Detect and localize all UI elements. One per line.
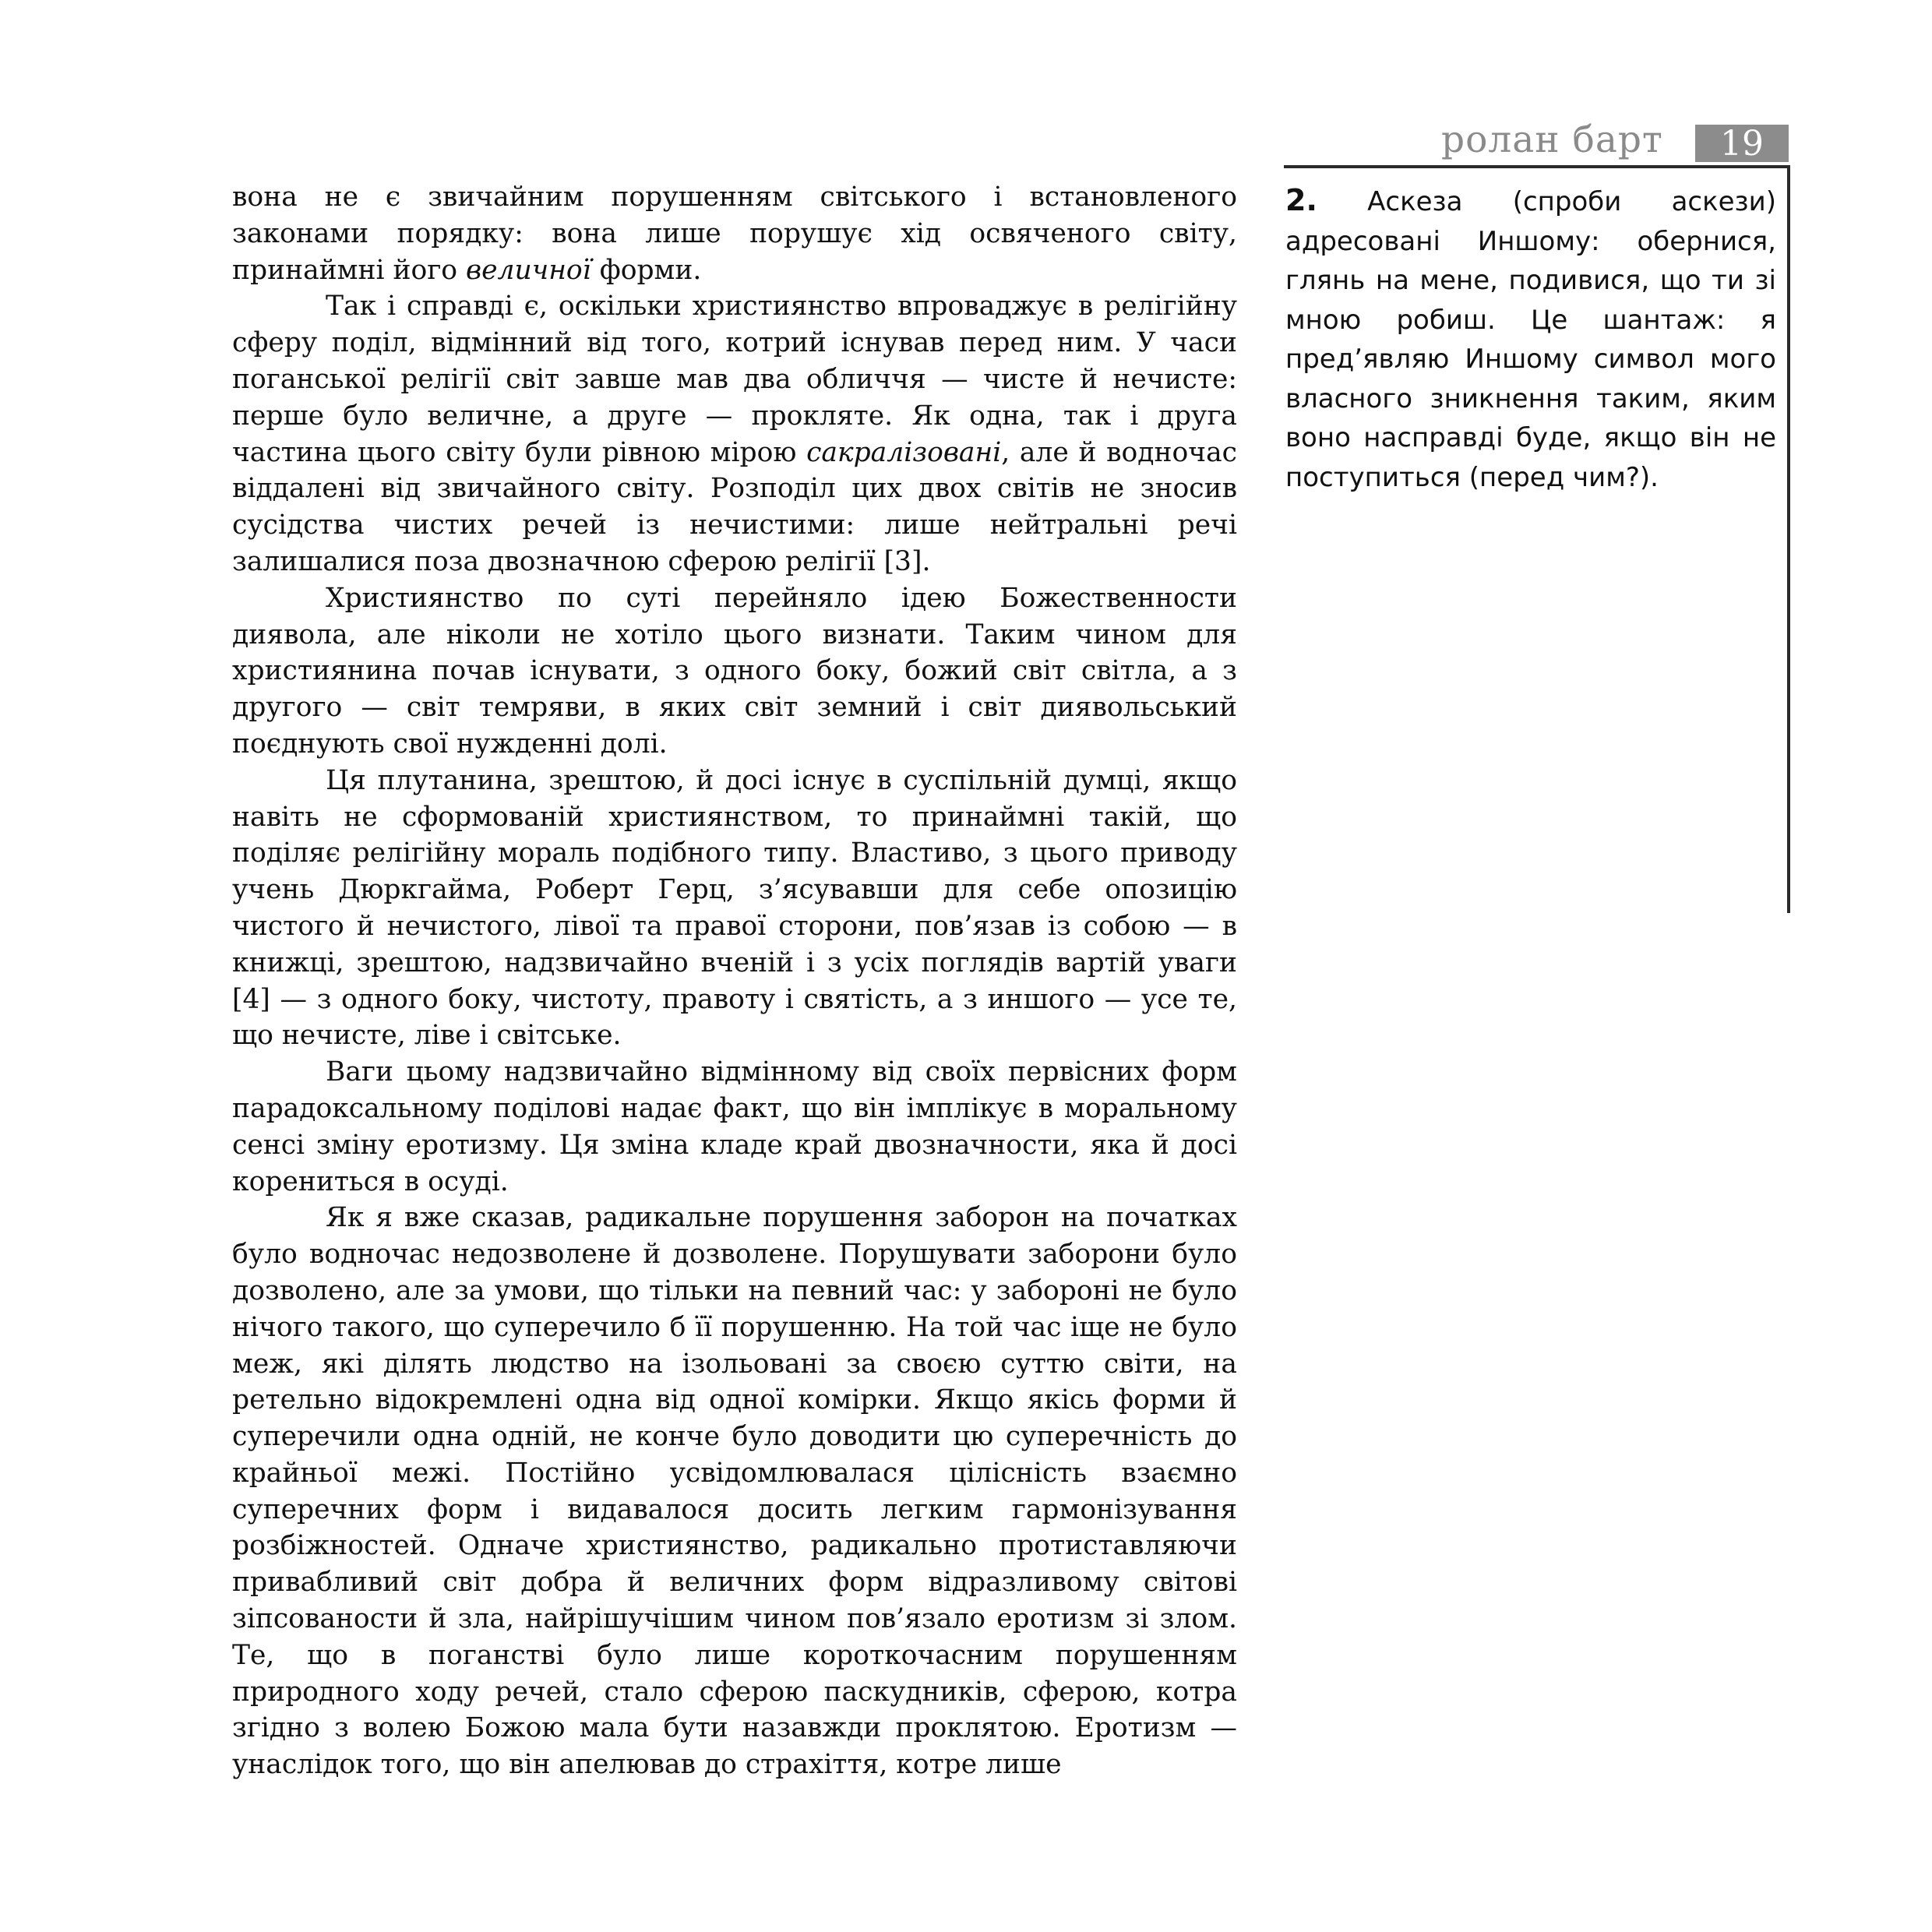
paragraph-6: Як я вже сказав, радикальне порушення заборон на початках було водночас недозволене й дозволене. Порушувати заборони було дозволено, але за умови, що тільки на певний час: у забороні не було нічого такого, що суперечило б її порушенню. На той час іще не було меж, які ділять людство на ізольовані за своєю суттю світи, на ретельно відокремлені одна від одної комірки. Якщо якісь форми й суперечили одна одній, не конче було доводити цю суперечність до крайньої межі. Постійно усвідомлювалася цілісність взаємно суперечних форм і видавалося досить легким гармонізування розбіжностей. Одначе християнство, радикально протиставляючи привабливий світ добра й величних форм відразливому світові зіпсованости й зла, найрішучішим чином пов’язало еротизм зі злом. Те, що в поганстві було лише короткочасним порушенням природного ходу речей, стало сферою паскудників, сферою, котра згідно з волею Божою мала бути назавжди проклятою. Еротизм — унаслідок того, що він апелював до страхіття, котре лише bbox=[232, 1202, 1237, 1781]
main-text-column bbox=[232, 179, 1237, 1783]
paragraph-1 bbox=[232, 179, 1237, 288]
paragraph-3: Християнство по суті перейняло ідею Божественности диявола, але ніколи не хотіло цього визнати. Таким чином для християнина почав існувати, з одного боку, божий світ світла, а з другого — світ темряви, в яких світ земний і світ диявольський поєднують свої нужденні долі. bbox=[232, 582, 1237, 760]
note-text: Аскеза (спроби аскези) адресовані Иншому: обернися, глянь на мене, подивися, що ти зі мною робиш. Це шантаж: я пред’являю Иншому символ мого власного зникнення таким, яким воно насправді буде, якщо він не поступиться (перед чим?). bbox=[1285, 186, 1776, 493]
margin-note-paragraph bbox=[1285, 181, 1776, 497]
paragraph-1-text: вона не є звичайним порушенням світського і встановленого законами порядку: вона лише порушує хід освяченого світу, принаймні його bbox=[232, 182, 1237, 286]
paragraph-5: Ваги цьому надзвичайно відмінному від своїх первісних форм парадоксальному поділові надає факт, що він імплікує в моральному сенсі зміну еротизму. Ця зміна кладе край двозначности, яка й досі корениться в осуді. bbox=[232, 1056, 1237, 1197]
note-number: 2. bbox=[1285, 183, 1317, 217]
paragraph-2-italic: сакралізовані bbox=[806, 436, 1002, 468]
running-title: ролан барт bbox=[1441, 118, 1663, 161]
paragraph-2-text: Так і справді є, оскільки християнство впроваджує в релігійну сферу поділ, відмінний від того, котрий існував перед ним. У часи поганської релігії світ завше мав два обличчя — чисте й нечисте: перше було величне, а друге — прокляте. Як одна, так і друга частина цього світу були рівною мірою bbox=[232, 291, 1237, 468]
header-rule bbox=[1284, 165, 1790, 168]
margin-rule bbox=[1787, 165, 1790, 913]
paragraph-4: Ця плутанина, зрештою, й досі існує в суспільній думці, якщо навіть не сформованій християнством, то принаймні такій, що поділяє релігійну мораль подібного типу. Властиво, з цього приводу учень Дюркгайма, Роберт Герц, з’ясувавши для себе опозицію чистого й нечистого, лівої та правої сторони, пов’язав із собою — в книжці, зрештою, надзвичайно вченій і з усіх поглядів вартій уваги [4] — з одного боку, чистоту, правоту і святість, а з иншого — усе те, що нечисте, ліве і світське. bbox=[232, 764, 1237, 1052]
page-number: 19 bbox=[1695, 125, 1789, 162]
paragraph-2 bbox=[232, 288, 1237, 580]
paragraph-2-tail: , але й водночас віддалені від звичайного світу. Розподіл цих двох світів не зносив сусідства чистих речей із нечистими: лише нейтральні речі залишалися поза двозначною сферою релігії [3]. bbox=[232, 436, 1237, 577]
paragraph-1-tail: форми. bbox=[591, 254, 702, 286]
paragraph-1-italic: величної bbox=[466, 254, 591, 286]
margin-note bbox=[1285, 181, 1776, 497]
